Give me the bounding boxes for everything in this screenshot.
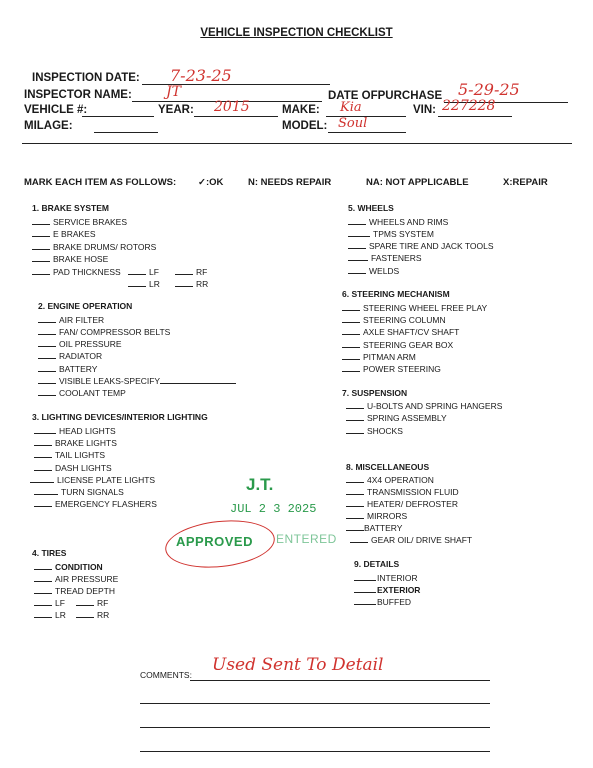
checklist-item[interactable]: BATTERY <box>346 522 402 533</box>
checklist-item[interactable]: POWER STEERING <box>342 363 441 374</box>
tire-rr[interactable]: RR <box>76 609 109 620</box>
checklist-item[interactable]: WHEELS AND RIMS <box>348 216 448 227</box>
make-label: MAKE: <box>282 104 320 116</box>
pad-rf[interactable]: RF <box>175 266 207 277</box>
checklist-item[interactable]: STEERING GEAR BOX <box>342 339 453 350</box>
comment-line[interactable] <box>140 703 490 704</box>
lighting-title: 3. LIGHTING DEVICES/INTERIOR LIGHTING <box>32 412 208 422</box>
engine-operation-title: 2. ENGINE OPERATION <box>38 301 133 311</box>
checklist-item[interactable]: RADIATOR <box>38 350 102 361</box>
inspection-date-value[interactable]: 7-23-25 <box>170 66 232 85</box>
approved-stamp: APPROVED <box>176 534 253 549</box>
header-divider <box>22 143 572 144</box>
checklist-item[interactable]: AIR FILTER <box>38 314 104 325</box>
milage-line <box>94 132 158 133</box>
checklist-item[interactable]: BRAKE LIGHTS <box>34 437 117 448</box>
legend-repair: X:REPAIR <box>503 177 548 188</box>
inspector-name-label: INSPECTOR NAME: <box>24 89 132 101</box>
inspection-date-label: INSPECTION DATE: <box>32 72 140 84</box>
vehicle-number-label: VEHICLE #: <box>24 104 88 116</box>
checklist-item[interactable]: BATTERY <box>38 363 97 374</box>
checklist-item[interactable]: VISIBLE LEAKS-SPECIFY <box>38 375 239 386</box>
steering-title: 6. STEERING MECHANISM <box>342 289 450 299</box>
checklist-item[interactable]: STEERING WHEEL FREE PLAY <box>342 302 487 313</box>
checklist-item[interactable]: EMERGENCY FLASHERS <box>34 498 157 509</box>
suspension-title: 7. SUSPENSION <box>342 388 408 398</box>
comment-line[interactable] <box>190 680 490 681</box>
date-of-purchase-value[interactable]: 5-29-25 <box>458 80 520 99</box>
checklist-item[interactable]: TRANSMISSION FLUID <box>346 486 459 497</box>
year-label: YEAR: <box>158 104 194 116</box>
tire-lf[interactable]: LF <box>34 597 65 608</box>
checklist-item[interactable]: BUFFED <box>354 596 411 607</box>
checklist-item[interactable]: STEERING COLUMN <box>342 314 446 325</box>
checklist-item[interactable]: FASTENERS <box>348 252 422 263</box>
date-stamp: JUL 2 3 2025 <box>230 502 317 516</box>
milage-label: MILAGE: <box>24 120 73 132</box>
checklist-item[interactable]: E BRAKES <box>32 228 96 239</box>
make-value[interactable]: Kia <box>340 100 362 115</box>
date-of-purchase-label: DATE OFPURCHASE <box>328 90 443 102</box>
wheels-title: 5. WHEELS <box>348 203 394 213</box>
vin-value[interactable]: 227228 <box>442 98 496 114</box>
checklist-item[interactable]: AXLE SHAFT/CV SHAFT <box>342 326 459 337</box>
checklist-item[interactable]: PITMAN ARM <box>342 351 416 362</box>
model-line <box>328 132 406 133</box>
vin-line <box>438 116 512 117</box>
comment-line[interactable] <box>140 727 490 728</box>
checklist-item[interactable]: COOLANT TEMP <box>38 387 126 398</box>
pad-lf[interactable]: LF <box>128 266 159 277</box>
pad-rr[interactable]: RR <box>175 278 208 289</box>
checklist-item[interactable]: MIRRORS <box>346 510 407 521</box>
checklist-item[interactable]: BRAKE HOSE <box>32 253 108 264</box>
tire-rf[interactable]: RF <box>76 597 108 608</box>
checklist-item[interactable]: DASH LIGHTS <box>34 462 112 473</box>
checklist-item[interactable]: 4X4 OPERATION <box>346 474 434 485</box>
checklist-item[interactable]: HEATER/ DEFROSTER <box>346 498 458 509</box>
tire-lr[interactable]: LR <box>34 609 66 620</box>
model-label: MODEL: <box>282 120 328 132</box>
checklist-item[interactable]: U-BOLTS AND SPRING HANGERS <box>346 400 502 411</box>
checklist-item[interactable]: TPMS SYSTEM <box>348 228 434 239</box>
checklist-item[interactable]: SPRING ASSEMBLY <box>346 412 447 423</box>
checklist-item[interactable]: TURN SIGNALS <box>34 486 124 497</box>
comment-line[interactable] <box>140 751 490 752</box>
inspector-initials-stamp: J.T. <box>246 475 274 494</box>
model-value[interactable]: Soul <box>338 116 368 131</box>
vehicle-number-line <box>82 116 154 117</box>
checklist-item[interactable]: SPARE TIRE AND JACK TOOLS <box>348 240 494 251</box>
pad-lr[interactable]: LR <box>128 278 160 289</box>
checklist-item[interactable]: HEAD LIGHTS <box>34 425 116 436</box>
miscellaneous-title: 8. MISCELLANEOUS <box>346 462 430 472</box>
comments-label: COMMENTS: <box>140 670 192 680</box>
checklist-item[interactable]: TREAD DEPTH <box>34 585 115 596</box>
legend-ok: ✓:OK <box>198 177 224 188</box>
checklist-item[interactable]: INTERIOR <box>354 572 418 583</box>
checklist-item[interactable]: AIR PRESSURE <box>34 573 118 584</box>
tires-title: 4. TIRES <box>32 548 67 558</box>
vin-label: VIN: <box>413 104 436 116</box>
brake-system-title: 1. BRAKE SYSTEM <box>32 203 109 213</box>
checklist-item[interactable]: SHOCKS <box>346 425 403 436</box>
form-title: VEHICLE INSPECTION CHECKLIST <box>200 27 393 39</box>
checklist-item[interactable]: CONDITION <box>34 561 103 572</box>
legend-instruction: MARK EACH ITEM AS FOLLOWS: <box>24 177 177 188</box>
pad-thickness-item: PAD THICKNESS <box>32 266 121 277</box>
year-line <box>194 116 278 117</box>
checklist-item[interactable]: OIL PRESSURE <box>38 338 122 349</box>
inspector-name-value[interactable]: JT <box>166 84 181 100</box>
details-title: 9. DETAILS <box>354 559 400 569</box>
checklist-item[interactable]: FAN/ COMPRESSOR BELTS <box>38 326 170 337</box>
checklist-item[interactable]: WELDS <box>348 265 399 276</box>
checklist-item[interactable]: GEAR OIL/ DRIVE SHAFT <box>350 534 472 545</box>
checklist-item[interactable]: EXTERIOR <box>354 584 420 595</box>
checklist-item[interactable]: BRAKE DRUMS/ ROTORS <box>32 241 156 252</box>
checklist-item[interactable]: SERVICE BRAKES <box>32 216 127 227</box>
entered-stamp: ENTERED <box>276 532 337 546</box>
legend-needs-repair: N: NEEDS REPAIR <box>248 177 332 188</box>
checklist-item[interactable]: LICENSE PLATE LIGHTS <box>30 474 155 485</box>
checklist-item[interactable]: TAIL LIGHTS <box>34 449 105 460</box>
legend-not-applicable: NA: NOT APPLICABLE <box>366 177 469 188</box>
year-value[interactable]: 2015 <box>214 99 250 115</box>
comments-value[interactable]: Used Sent To Detail <box>212 655 384 675</box>
